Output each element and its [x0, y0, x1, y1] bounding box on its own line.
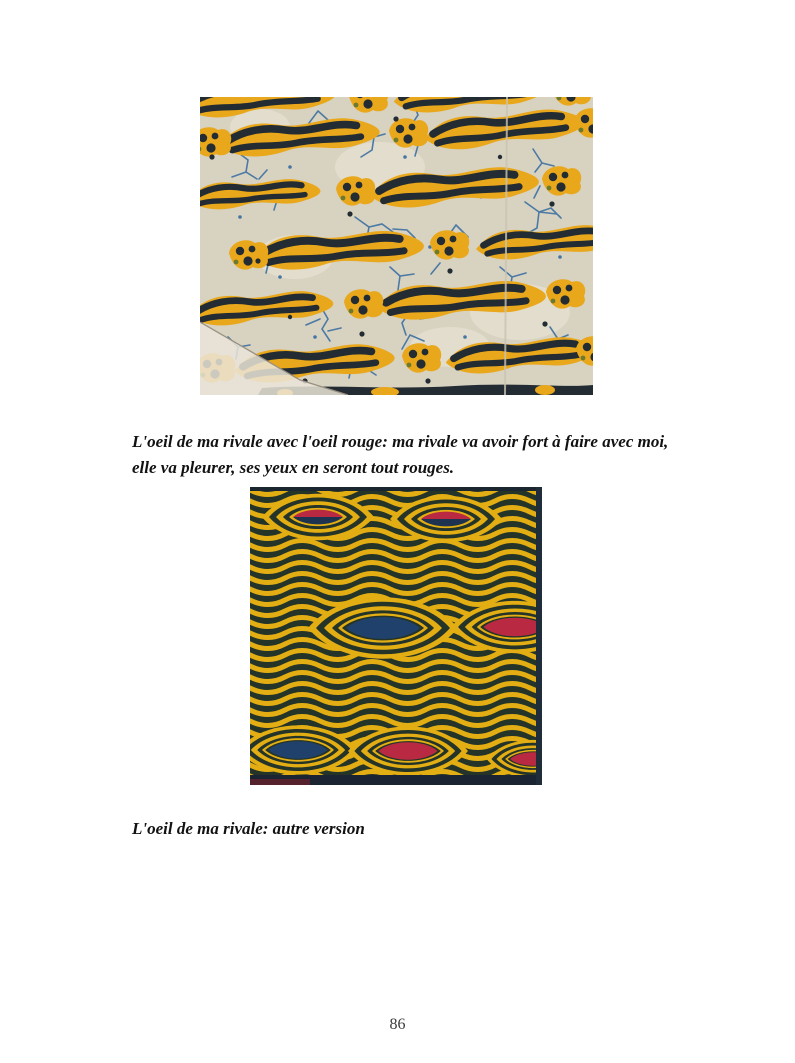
caption-1-line-2: elle va pleurer, ses yeux en seront tout rouges.	[132, 458, 455, 477]
caption-2-line-1: L'oeil de ma rivale: autre version	[132, 819, 365, 838]
caption-1-line-1: L'oeil de ma rivale avec l'oeil rouge: ma rivale va avoir fort à faire avec moi,	[132, 432, 669, 451]
fabric-photo-batik-rival-eye	[200, 97, 593, 395]
figure-caption-2	[132, 816, 365, 842]
fabric-photo-wax-print-eyes	[250, 487, 542, 785]
page-number: 86	[389, 1016, 406, 1033]
figure-caption-1	[132, 429, 668, 481]
